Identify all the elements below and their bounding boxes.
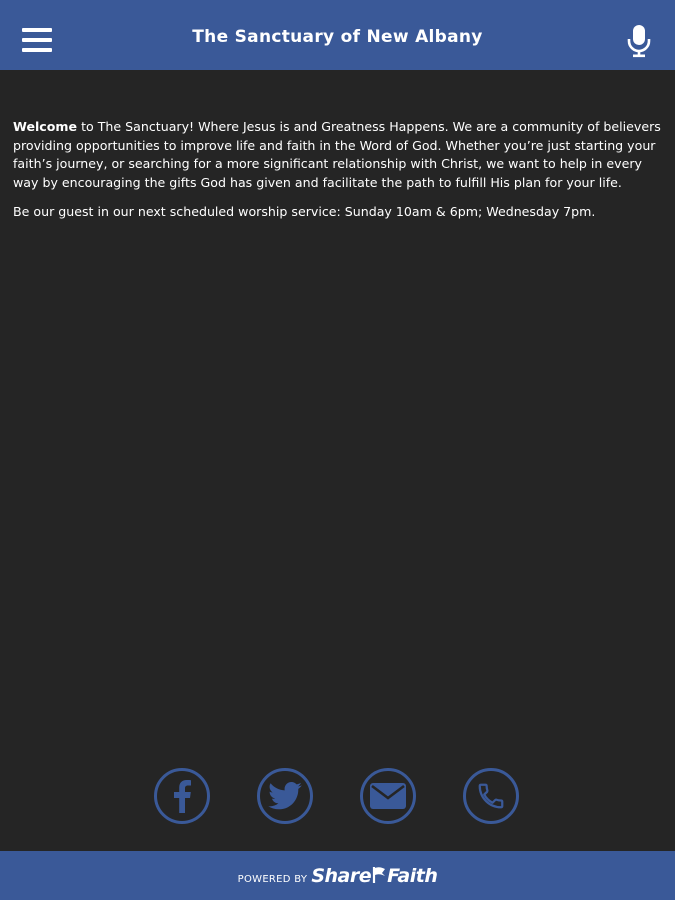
twitter-icon: [268, 782, 302, 810]
welcome-body-text: to The Sanctuary! Where Jesus is and Greatness Happens. We are a community of believers providing opportunities to improve life and faith in the Word of God. Whether you’re just starting your faith’s journey, or searching for a more significant relationship with Christ, we want to help in every way by encouraging the gifts God has given and facilitate the path to fulfill His plan for your life.: [13, 119, 661, 190]
powered-by-label: POWERED BY: [237, 874, 308, 885]
email-icon: [369, 782, 407, 810]
email-button[interactable]: [360, 768, 416, 824]
sharefaith-logo: [311, 864, 437, 887]
hamburger-menu-icon[interactable]: [22, 28, 52, 52]
powered-by-sharefaith[interactable]: [238, 864, 438, 887]
brand-faith-text: Faith: [387, 865, 438, 887]
brand-share-text: Share: [311, 865, 372, 887]
microphone-icon[interactable]: [627, 24, 651, 58]
facebook-icon: [171, 779, 193, 813]
phone-icon: [476, 781, 506, 811]
social-links: [0, 768, 675, 830]
welcome-content: [13, 118, 663, 233]
powered-by-footer: [0, 851, 675, 900]
welcome-bold-text: Welcome: [13, 119, 78, 134]
flag-icon: [372, 866, 386, 889]
page-title: The Sanctuary of New Albany: [192, 27, 483, 47]
top-app-bar: [0, 0, 675, 70]
service-times-paragraph: Be our guest in our next scheduled worship service: Sunday 10am & 6pm; Wednesday 7pm.: [13, 204, 596, 219]
phone-button[interactable]: [463, 768, 519, 824]
welcome-paragraph: [13, 118, 663, 192]
facebook-button[interactable]: [154, 768, 210, 824]
twitter-button[interactable]: [257, 768, 313, 824]
